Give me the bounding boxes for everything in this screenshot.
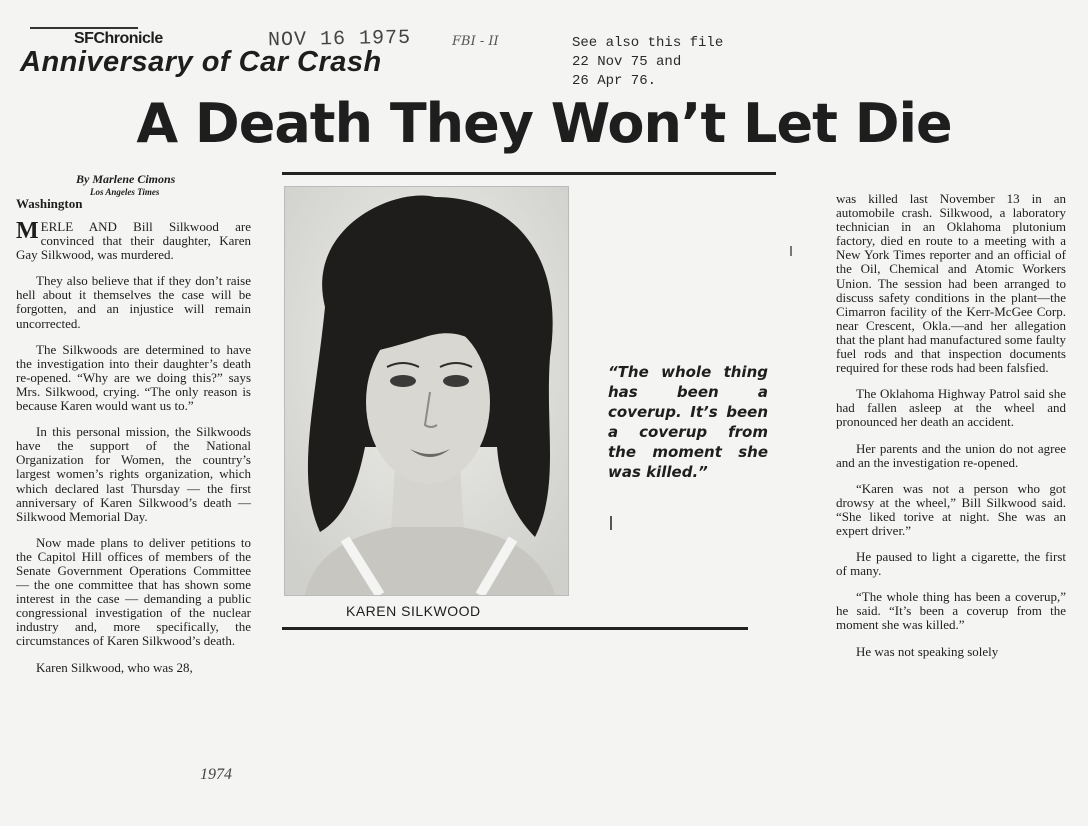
masthead-rule <box>30 27 138 29</box>
paragraph: He paused to light a cigarette, the first of many. <box>836 549 1066 579</box>
photo-caption: KAREN SILKWOOD <box>346 603 481 619</box>
newspaper-source: SFChronicle <box>74 30 163 47</box>
lead-text: ERLE AND Bill Silkwood are convinced that their daughter, Karen Gay Silkwood, was murdered. <box>16 219 251 263</box>
paragraph: “Karen was not a person who got drowsy at the wheel,” Bill Silkwood said. “She liked torive at night. She was an expert driver.” <box>836 480 1066 538</box>
byline-author: By Marlene Cimons <box>76 172 176 186</box>
drop-cap: M <box>16 218 39 244</box>
pull-quote: “The whole thing has been a coverup. It’s been a coverup from the moment she was killed.” <box>608 363 768 481</box>
paragraph: Now made plans to deliver petitions to the Capitol Hill offices of members of the Senate Government Operations Committee — the one committee that has shown some interest in the case — demanding a public congressional investigation of the nuclear industry and, more specifically, the circumstances of Karen Silkwood’s death. <box>16 534 251 649</box>
article-column-1 <box>16 220 251 687</box>
bottom-rule <box>282 627 748 630</box>
article-column-3 <box>836 192 1066 671</box>
margin-mark <box>790 246 792 256</box>
paragraph: In this personal mission, the Silkwoods have the support of the National Organization for Women, the country’s largest women’s rights organization, which which declared last Thursday — the first anniversary of Karen Silkwood’s death — Silkwood Memorial Day. <box>16 424 251 524</box>
handwritten-year-note: 1974 <box>200 766 232 783</box>
paragraph: “The whole thing has been a coverup,” he said. “It’s been a coverup from the moment she was killed.” <box>836 589 1066 633</box>
dateline: Washington <box>16 196 83 211</box>
main-headline: A Death They Won’t Let Die <box>136 92 952 155</box>
paragraph: The Oklahoma Highway Patrol said she had fallen asleep at the wheel and pronounced her death an accident. <box>836 386 1066 430</box>
file-note-line: 26 Apr 76. <box>572 73 657 89</box>
paragraph: was killed last November 13 in an automobile crash. Silkwood, a laboratory technician in an Oklahoma plutonium factory, died en route to a meeting with a New York Times reporter and an official of the Oil, Chemical and Atomic Workers Union. The session had been arranged to discuss safety conditions in the plant—the Cimarron facility of the Kerr-McGee Corp. near Crescent, Okla.—and her allegation that the plant had manufactured some faulty fuel rods and that inspection documents required for these rods had been falsfied. <box>836 191 1066 376</box>
typed-file-note <box>572 34 723 91</box>
paragraph: Her parents and the union do not agree and an the investigation re-opened. <box>836 440 1066 470</box>
portrait-photo <box>284 186 569 596</box>
paragraph: They also believe that if they don’t raise hell about it themselves the case will be forgotten, and an injustice will remain uncorrected. <box>16 273 251 331</box>
byline-outlet: Los Angeles Times <box>90 187 160 197</box>
lead-paragraph <box>16 220 251 262</box>
file-note-line: 22 Nov 75 and <box>572 54 682 70</box>
margin-mark <box>610 516 612 530</box>
top-rule <box>282 172 776 175</box>
portrait-illustration <box>285 187 568 595</box>
paragraph: Karen Silkwood, who was 28, <box>36 659 193 675</box>
date-stamp: NOV 16 1975 <box>267 26 412 53</box>
kicker-headline: Anniversary of Car Crash <box>20 46 382 78</box>
paragraph: The Silkwoods are determined to have the investigation into their daughter’s death re-opened. “Why are we doing this?” says Mrs. Silkwood, crying. “The only reason is because Karen would want us to.” <box>16 341 251 414</box>
file-note-line: See also this file <box>572 35 724 51</box>
paragraph: He was not speaking solely <box>856 643 999 659</box>
file-reference: FBI - II <box>452 34 499 49</box>
